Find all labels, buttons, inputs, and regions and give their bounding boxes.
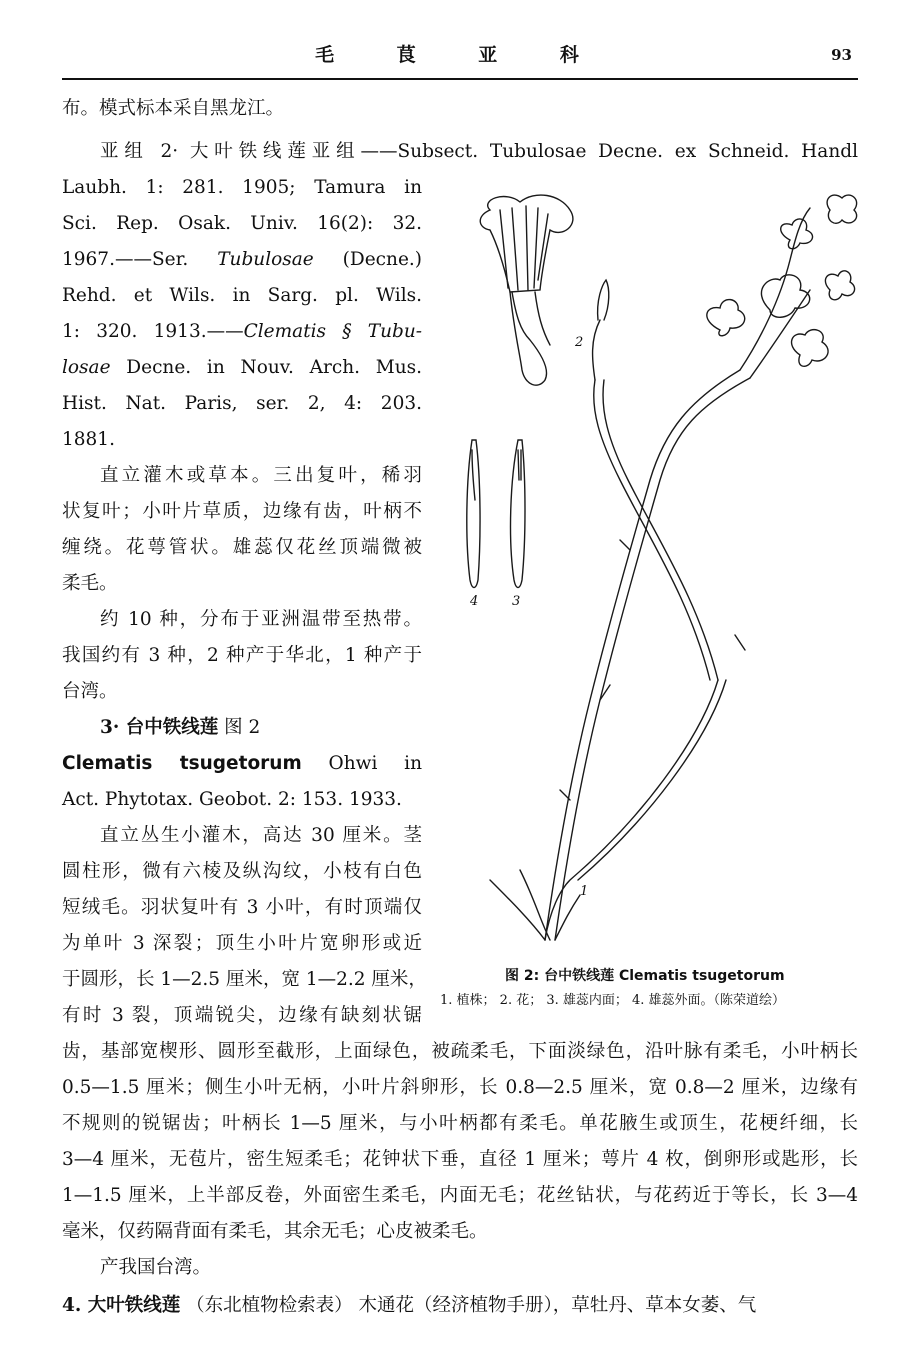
text-line: 柔毛。 — [62, 573, 118, 594]
text-line: Sci. Rep. Osak. Univ. 16(2): 32. — [62, 213, 422, 234]
stamen-inner-face — [511, 440, 525, 588]
figure-caption-title: 图 2: 台中铁线莲 Clematis tsugetorum — [505, 968, 785, 984]
text-line: 1—1.5 厘米，上半部反卷，外面密生柔毛，内面无毛；花丝钻状，与花药近于等长，长 3—4 — [62, 1185, 858, 1206]
text-line: 毫米，仅药隔背面有柔毛，其余无毛；心皮被柔毛。 — [62, 1221, 488, 1242]
text-line: Act. Phytotax. Geobot. 2: 153. 1933. — [62, 789, 402, 810]
text-line: 短绒毛。羽状复叶有 3 小叶，有时顶端仅 — [62, 897, 422, 918]
figure-label-4: 4 — [470, 594, 479, 609]
leaflets — [707, 195, 857, 366]
text-line: Rehd. et Wils. in Sarg. pl. Wils. — [62, 285, 422, 306]
text-line: 缠绕。花萼管状。雄蕊仅花丝顶端微被 — [62, 537, 422, 558]
text-line: 齿，基部宽楔形、圆形至截形，上面绿色，被疏柔毛，下面淡绿色，沿叶脉有柔毛，小叶柄长 — [62, 1041, 858, 1062]
text-line: 1: 320. 1913.——Clematis § Tubu- — [62, 321, 422, 342]
stamen-outer-face — [467, 440, 480, 588]
text-line: 为单叶 3 深裂；顶生小叶片宽卵形或近 — [62, 933, 422, 954]
flower-detail — [480, 195, 573, 385]
text-line: 台湾。 — [62, 681, 118, 702]
figure-label-3: 3 — [512, 594, 521, 609]
text-line: 3—4 厘米，无苞片，密生短柔毛；花钟状下垂，直径 1 厘米；萼片 4 枚，倒卵形或匙形，长 — [62, 1149, 858, 1170]
text-line: Laubh. 1: 281. 1905; Tamura in — [62, 177, 422, 198]
figure-label-2: 2 — [575, 335, 584, 350]
flower-bud — [598, 280, 609, 320]
text-line: 我国约有 3 种，2 种产于华北，1 种产于 — [62, 645, 422, 666]
text-line: 约 10 种，分布于亚洲温带至热带。 — [100, 609, 422, 630]
text-line: 布。模式标本采自黑龙江。 — [62, 98, 285, 119]
text-line: 状复叶；小叶片草质，边缘有齿，叶柄不 — [62, 501, 422, 522]
text-line: 1967.——Ser. Tubulosae (Decne.) — [62, 249, 422, 270]
species-name: Clematis tsugetorum Ohwi in — [62, 753, 422, 774]
subsection-heading: 亚组 2· 大叶铁线莲亚组——Subsect. Tubulosae Decne. ex Schneid. Handl — [100, 141, 858, 162]
text-line: 0.5—1.5 厘米；侧生小叶无柄，小叶片斜卵形，长 0.8—2.5 厘米，宽 0.8—2 厘米，边缘有 — [62, 1077, 858, 1098]
plant-drawing — [450, 180, 880, 960]
page-number: 93 — [831, 46, 852, 64]
running-header-title: 毛 茛 亚 科 — [315, 44, 607, 66]
text-line: 有时 3 裂，顶端锐尖，边缘有缺刻状锯 — [62, 1005, 422, 1026]
text-line: 圆柱形，微有六棱及纵沟纹，小枝有白色 — [62, 861, 422, 882]
text-line: losae Decne. in Nouv. Arch. Mus. — [62, 357, 422, 378]
text-line: 直立灌木或草本。三出复叶，稀羽 — [100, 465, 422, 486]
text-line: 于圆形，长 1—2.5 厘米，宽 1—2.2 厘米， — [62, 969, 427, 990]
text-line: 1881. — [62, 429, 115, 450]
figure-label-1: 1 — [580, 884, 589, 899]
text-line: 4. 大叶铁线莲 （东北植物检索表） 木通花（经济植物手册），草牡丹、草本女萎、气 — [62, 1295, 757, 1316]
header-rule — [62, 78, 858, 80]
figure-caption-legend: 1. 植株； 2. 花； 3. 雄蕊内面； 4. 雄蕊外面。（陈荣道绘） — [440, 993, 786, 1008]
botanical-illustration — [450, 180, 880, 960]
text-line: 直立丛生小灌木，高达 30 厘米。茎 — [100, 825, 422, 846]
text-line: 不规则的锐锯齿；叶柄长 1—5 厘米，与小叶柄都有柔毛。单花腋生或顶生，花梗纤细，长 — [62, 1113, 858, 1134]
plant-stems — [490, 208, 810, 940]
text-line: Hist. Nat. Paris, ser. 2, 4: 203. — [62, 393, 422, 414]
species-heading: 3· 台中铁线莲 图 2 — [100, 717, 261, 738]
text-line: 产我国台湾。 — [100, 1257, 212, 1278]
